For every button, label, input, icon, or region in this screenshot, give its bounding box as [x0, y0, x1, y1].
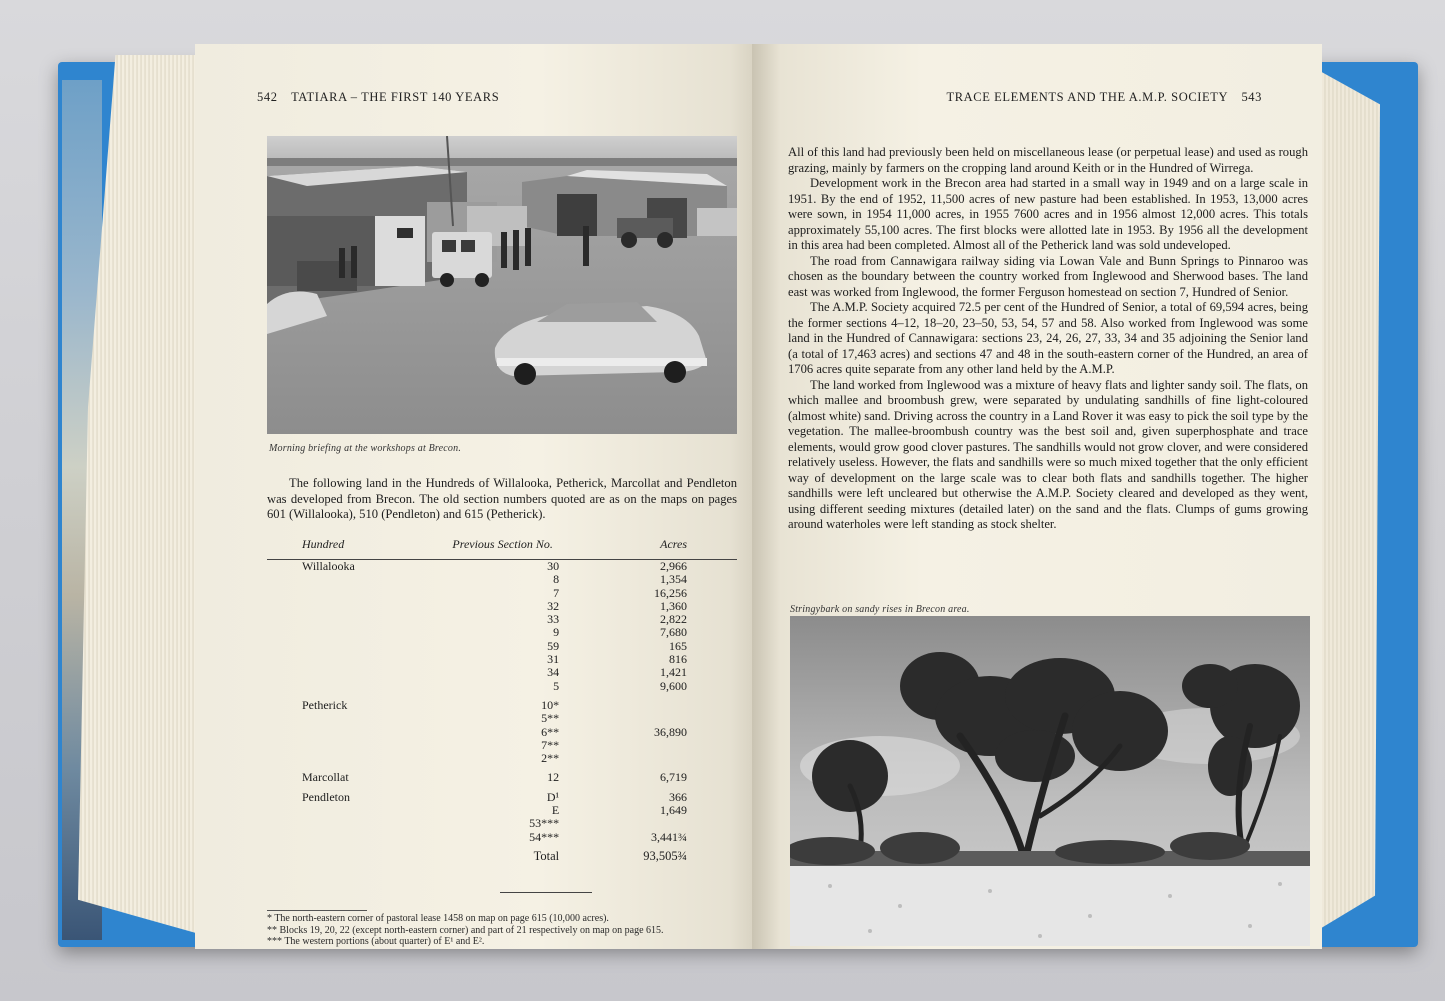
cell-acres — [573, 817, 737, 830]
cell-acres: 1,649 — [660, 803, 687, 818]
cell-section: 53*** — [529, 816, 560, 831]
cell-section: 9 — [553, 625, 560, 640]
cell-section: 8 — [553, 572, 560, 587]
page-edges-right — [1318, 70, 1380, 930]
table-row — [267, 699, 737, 712]
cell-acres: 165 — [669, 638, 687, 653]
table-row — [267, 739, 737, 752]
cell-section: 32 — [547, 598, 560, 613]
cell-section: 33 — [547, 612, 560, 627]
table-row — [267, 587, 737, 600]
right-page — [752, 44, 1322, 949]
table-header-row — [267, 538, 737, 560]
paragraph-4: The A.M.P. Society acquired 72.5 per cent of the Hundred of Senior, a total of 69,594 acres, being the former sections 4–12, 18–20, 23–50, 53, 54, 57 and 58. Also worked from Inglewood was some land in the Hundred of Cannawigara: sections 23, 24, 26, 27, 33, 34 and 35 adjoining the Senior land (a total of 17,463 acres) and sections 47 and 48 in the south-eastern corner of the Hundred, an area of 1706 acres quite separate from any other land held by the A.M.P. — [788, 300, 1308, 376]
table-row — [267, 573, 737, 586]
table-row — [267, 791, 737, 804]
running-head-left — [257, 90, 499, 105]
cell-acres — [573, 752, 737, 765]
cell-hundred — [267, 613, 446, 626]
cell-acres: 1,354 — [660, 572, 687, 587]
header-acres: Acres — [573, 538, 737, 560]
table-row — [267, 640, 737, 653]
cell-acres — [573, 712, 737, 725]
land-table — [267, 538, 737, 863]
page-number-right: 543 — [1241, 90, 1262, 104]
cell-section: 34 — [547, 665, 560, 680]
cell-hundred — [267, 600, 446, 613]
cell-hundred — [267, 752, 446, 765]
stringybark-photo-caption: Stringybark on sandy rises in Brecon area. — [790, 604, 970, 615]
cell-hundred — [267, 804, 446, 817]
cell-acres: 16,256 — [654, 585, 687, 600]
cell-hundred — [267, 640, 446, 653]
total-rule — [500, 892, 592, 893]
land-table-body — [267, 560, 737, 864]
cell-hundred — [267, 712, 446, 725]
table-row — [267, 653, 737, 666]
table-row — [267, 613, 737, 626]
cell-acres: 3,441¾ — [651, 829, 687, 844]
cell-acres: 9,600 — [660, 678, 687, 693]
intro-paragraph — [267, 476, 737, 523]
table-row — [267, 600, 737, 613]
table-row — [267, 560, 737, 574]
table-row — [267, 831, 737, 844]
cell-acres: 36,890 — [654, 724, 687, 739]
cell-hundred — [267, 831, 446, 844]
cell-hundred: Pendleton — [302, 789, 350, 804]
cell-hundred — [267, 739, 446, 752]
cell-section: 59 — [547, 638, 560, 653]
total-spacer — [267, 844, 446, 863]
total-row — [267, 844, 737, 863]
table-row — [267, 817, 737, 830]
running-head-right — [946, 90, 1262, 105]
paragraph-5: The land worked from Inglewood was a mixture of heavy flats and lighter sandy soil. The flats, on which mallee and broombush grew, were separated by undulating sandhills of fine light-coloured (almost white) sand. Driving across the country in a Land Rover it was easy to pick the soil type by the vegetation. The mallee-broombush country was the best soil and, given superphosphate and trace elements, would grow good clover pastures. The sandhills would not grow clover, and were considered relatively useless. However, the flats and sandhills were so much mixed together that the only efficient way of development on the large scale was to clear both flats and sandhills together. The higher sandhills were left uncleared but otherwise the A.M.P. Society cleared and developed as they went, using different seeding mixtures (detailed later) on the sand and the flats. Clumps of gums growing around waterholes were left standing as stock shelter. — [788, 377, 1308, 531]
cell-section: 7 — [553, 585, 560, 600]
running-head-title: TATIARA – THE FIRST 140 YEARS — [291, 90, 500, 104]
cell-section: D¹ — [546, 789, 560, 804]
running-head-chapter: TRACE ELEMENTS AND THE A.M.P. SOCIETY — [946, 90, 1228, 104]
table-row — [267, 680, 737, 693]
cell-acres: 7,680 — [660, 625, 687, 640]
paragraph-1: All of this land had previously been held on miscellaneous lease (or perpetual lease) and used as rough grazing, mainly by farmers on the cropping land around Keith or in the Hundred of Wirrega. — [788, 145, 1308, 175]
paragraph-2: Development work in the Brecon area had started in a small way in 1949 and on a large scale in 1951. By the end of 1952, 11,500 acres of new pasture had been established. In 1953, 13,000 acres were sown, in 1954 11,000 acres, in 1955 7600 acres and in 1956 almost 12,000 acres. This totals approximately 55,100 acres. The first blocks were allotted late in 1953. By 1956 all the development in this area had been completed. Almost all of the Petherick land was sold undeveloped. — [788, 176, 1308, 252]
cell-acres: 1,421 — [660, 665, 687, 680]
table-row — [267, 626, 737, 639]
right-body-text — [788, 145, 1308, 533]
footnotes — [267, 913, 737, 948]
intro-paragraph-text: The following land in the Hundreds of Willalooka, Petherick, Marcollat and Pendleton was developed from Brecon. The old section numbers quoted are as on the maps on pages 601 (Willalooka), 510 (Pendleton) and 615 (Petherick). — [267, 476, 737, 521]
cell-section: 5** — [541, 711, 560, 726]
cell-section: 10* — [541, 697, 560, 712]
footnote-1: * The north-eastern corner of pastoral lease 1458 on map on page 615 (10,000 acres). — [267, 913, 609, 924]
total-label: Total — [533, 848, 560, 863]
footnote-rule — [267, 910, 367, 911]
total-value: 93,505¾ — [643, 848, 687, 863]
cell-section: 6** — [541, 724, 560, 739]
header-hundred: Hundred — [267, 538, 446, 560]
workshops-photo — [267, 136, 737, 434]
stringybark-photo — [790, 616, 1310, 946]
cell-acres: 6,719 — [660, 770, 687, 785]
footnote-2: ** Blocks 19, 20, 22 (except north-eastern corner) and part of 21 respectively on map on page 615. — [267, 924, 664, 936]
cell-section: 12 — [547, 770, 560, 785]
cell-hundred: Marcollat — [302, 770, 349, 785]
cell-acres: 1,360 — [660, 598, 687, 613]
cell-acres — [573, 699, 737, 712]
cell-hundred — [267, 573, 446, 586]
cell-acres: 2,966 — [660, 559, 687, 573]
cell-acres: 816 — [669, 652, 687, 667]
cell-acres — [573, 739, 737, 752]
footnote-3: *** The western portions (about quarter) of E¹ and E². — [267, 936, 485, 947]
table-row — [267, 666, 737, 679]
table-row — [267, 752, 737, 765]
cell-section: 31 — [547, 652, 560, 667]
cell-hundred — [267, 653, 446, 666]
cell-hundred — [267, 587, 446, 600]
table-row — [267, 804, 737, 817]
cell-acres: 2,822 — [660, 612, 687, 627]
cell-section: 30 — [547, 559, 560, 573]
table-row — [267, 726, 737, 739]
cell-hundred — [267, 626, 446, 639]
cell-hundred — [267, 817, 446, 830]
cell-section: E — [551, 803, 560, 818]
table-row — [267, 771, 737, 784]
table-row — [267, 712, 737, 725]
paragraph-3: The road from Cannawigara railway siding via Lowan Vale and Bunn Springs to Pinnaroo was chosen as the boundary between the country worked from Inglewood and Sherwood bases. The land east was worked from Inglewood, the former Ferguson homestead on section 7, Hundred of Senior. — [788, 253, 1308, 299]
left-page — [195, 44, 770, 949]
cell-section: 2** — [541, 751, 560, 766]
cell-hundred: Petherick — [302, 697, 348, 712]
cell-hundred — [267, 666, 446, 679]
cell-hundred — [267, 680, 446, 693]
page-number-left: 542 — [257, 90, 278, 104]
cell-hundred: Willalooka — [302, 559, 355, 573]
workshops-photo-caption: Morning briefing at the workshops at Brecon. — [269, 443, 462, 454]
cell-hundred — [267, 726, 446, 739]
cell-section: 7** — [541, 737, 560, 752]
cell-section: 5 — [553, 678, 560, 693]
cell-section: 54*** — [529, 829, 560, 844]
header-section: Previous Section No. — [446, 538, 573, 560]
cell-acres: 366 — [669, 789, 687, 804]
